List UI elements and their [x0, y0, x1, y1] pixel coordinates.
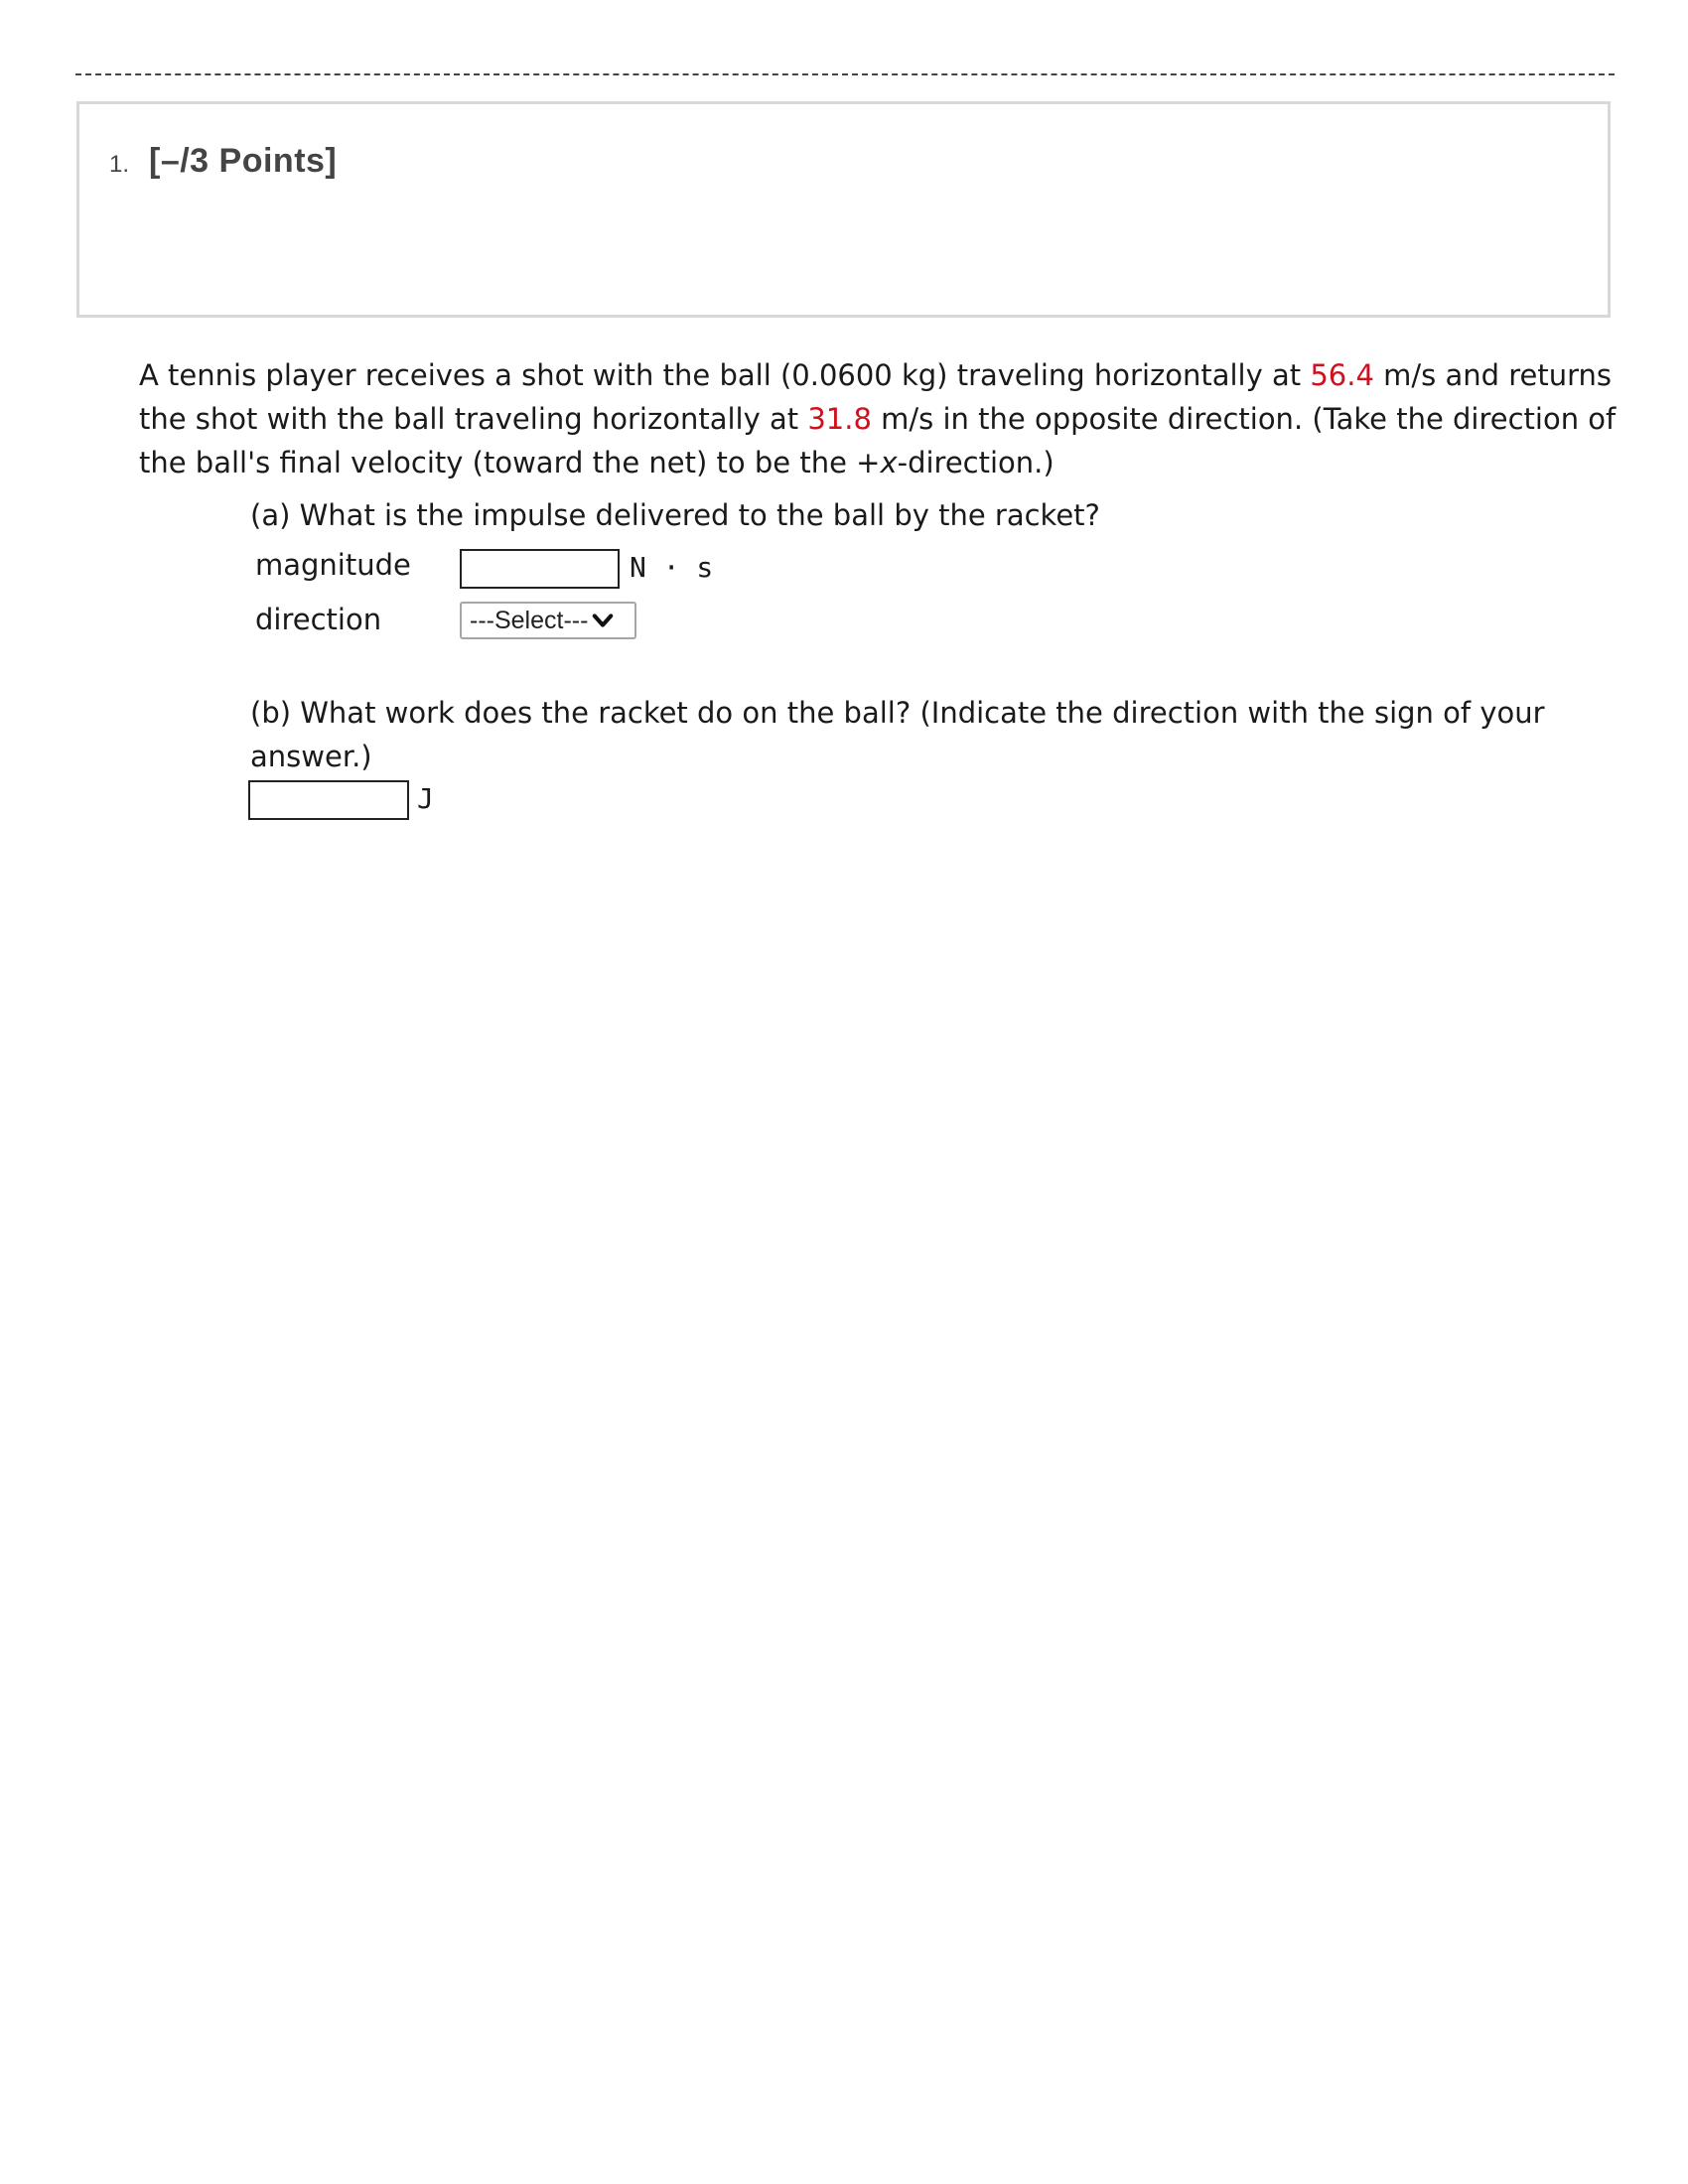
part-b-prompt	[250, 691, 1620, 778]
part-a-prompt: (a) What is the impulse delivered to the ball by the racket?	[250, 498, 1100, 532]
question-header-box	[76, 101, 1611, 318]
work-unit: J	[417, 782, 434, 815]
magnitude-input[interactable]	[460, 549, 620, 589]
question-points: [–/3 Points]	[149, 142, 338, 180]
x-variable: x	[880, 446, 898, 479]
chevron-down-icon	[592, 610, 614, 631]
direction-select-value: ---Select---	[470, 606, 589, 634]
direction-label: direction	[255, 603, 382, 636]
dashed-separator	[75, 73, 1615, 75]
direction-select[interactable]	[460, 602, 636, 639]
part-b-prompt-line-1: (b) What work does the racket do on the ball? (Indicate the direction with the sign of your	[250, 696, 1545, 730]
problem-line-1: A tennis player receives a shot with the ball (0.0600 kg) traveling horizontally at 56.4 m/s and returns	[139, 358, 1613, 392]
magnitude-label: magnitude	[255, 548, 411, 582]
magnitude-unit: N · s	[630, 551, 714, 584]
problem-line-3: the ball's final velocity (toward the net) to be the +x-direction.)	[139, 446, 1055, 479]
part-b-prompt-line-2: answer.)	[250, 740, 372, 773]
final-speed-value: 31.8	[807, 402, 872, 436]
work-input[interactable]	[248, 780, 409, 820]
question-number: 1.	[109, 151, 130, 178]
problem-statement	[139, 353, 1617, 484]
initial-speed-value: 56.4	[1310, 358, 1374, 392]
problem-line-2: the shot with the ball traveling horizontally at 31.8 m/s in the opposite direction. (Take the direction of	[139, 402, 1617, 436]
